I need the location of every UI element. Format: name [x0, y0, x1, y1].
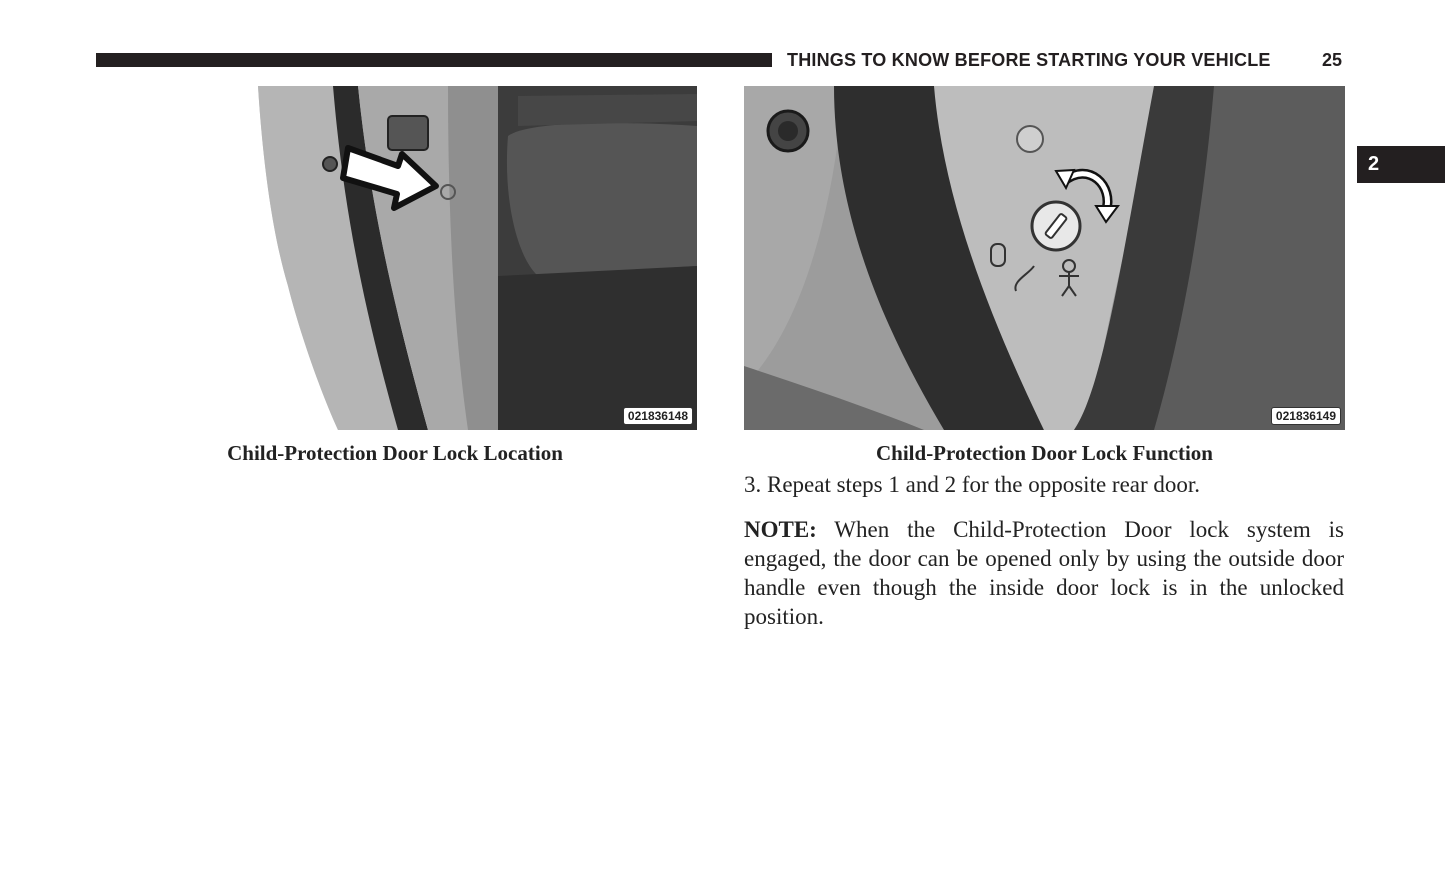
figure-caption: Child-Protection Door Lock Location — [227, 441, 563, 465]
note-text: When the Child-Protection Door lock system is engaged, the door can be opened only by using the outside door handle even though the inside door lock is in the unlocked position. — [744, 517, 1344, 629]
header-title: THINGS TO KNOW BEFORE STARTING YOUR VEHICLE — [787, 50, 1271, 70]
figure-id-label: 021836148 — [623, 407, 693, 425]
door-lock-location-illustration — [198, 86, 697, 430]
chapter-tab: 2 — [1357, 146, 1445, 183]
door-lock-function-illustration — [744, 86, 1345, 430]
header-rule — [96, 53, 772, 67]
note-label: NOTE: — [744, 517, 817, 542]
figure-door-lock-function — [744, 86, 1345, 430]
figure-door-lock-location — [198, 86, 697, 430]
page-number: 25 — [1322, 50, 1343, 70]
note-paragraph — [744, 515, 1344, 631]
step-text: 3. Repeat steps 1 and 2 for the opposite rear door. — [744, 472, 1201, 497]
figure-caption: Child-Protection Door Lock Function — [876, 441, 1213, 465]
figure-id-label: 021836149 — [1271, 407, 1341, 425]
